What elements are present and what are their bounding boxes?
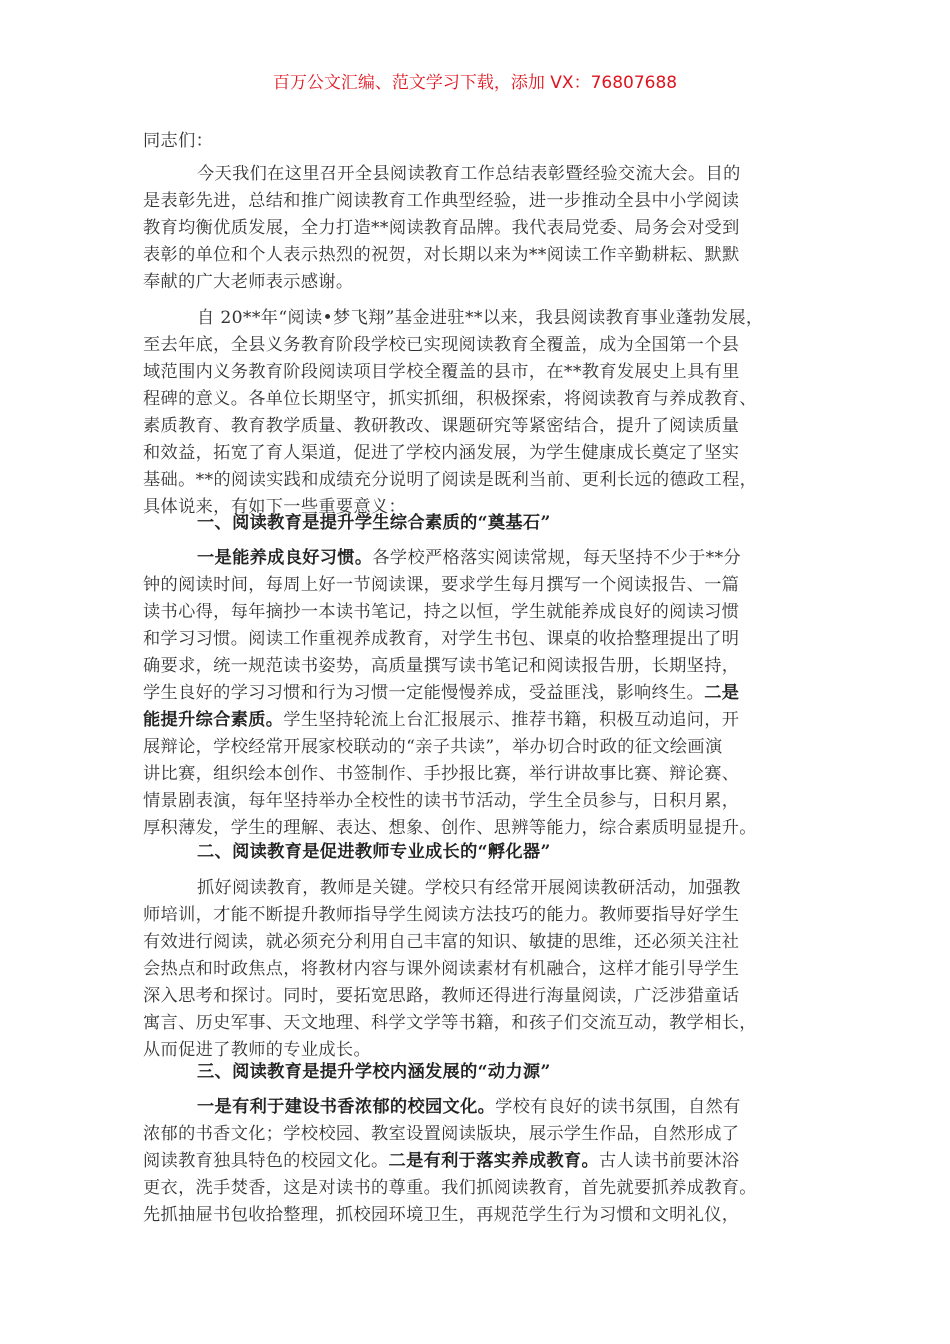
text-line: [143, 269, 353, 295]
text-run: 师培训，才能不断提升教师指导学生阅读方法技巧的能力。教师要指导好学生: [143, 905, 740, 925]
text-line: [143, 1010, 757, 1036]
text-run: 程碑的意义。各单位长期坚守，抓实抓细，积极探索，将阅读教育与养成教育、: [143, 389, 757, 409]
text-run: 基础。**的阅读实践和成绩充分说明了阅读是既利当前、更利长远的德政工程，: [143, 470, 758, 490]
text-run: 确要求，统一规范读书姿势，高质量撰写读书笔记和阅读报告册，长期坚持，: [143, 656, 740, 676]
bold-text: 一是有利于建设书香浓郁的校园文化。: [197, 1097, 496, 1117]
text-line: [143, 983, 739, 1009]
text-run: 同志们：: [143, 131, 214, 151]
text-run: 会热点和时政焦点，将教材内容与课外阅读素材有机融合，这样才能引导学生: [143, 959, 740, 979]
bold-text: 二是有利于落实养成教育。: [388, 1151, 599, 1171]
text-line: [143, 305, 763, 331]
section-heading: [143, 510, 551, 536]
bold-text: 一是能养成良好习惯。: [197, 548, 373, 568]
text-line: [143, 653, 739, 679]
text-run: 学校有良好的读书氛围，自然有: [495, 1097, 741, 1117]
text-line: [143, 467, 757, 493]
text-run: 奉献的广大老师表示感谢。: [143, 272, 354, 292]
text-run: 讲比赛，组织绘本创作、书签制作、手抄报比赛，举行讲故事比赛、辩论赛、: [143, 764, 740, 784]
text-line: [143, 734, 722, 760]
text-line: [143, 761, 739, 787]
bold-text: 一、阅读教育是提升学生综合素质的“奠基石”: [197, 513, 551, 533]
text-line: [143, 440, 739, 466]
text-run: 学生良好的学习习惯和行为习惯一定能慢慢养成，受益匪浅，影响终生。: [143, 683, 705, 703]
text-line: [143, 1202, 739, 1228]
text-run: 至去年底，全县义务教育阶段学校已实现阅读教育全覆盖，成为全国第一个县: [143, 335, 740, 355]
text-line: [143, 1148, 739, 1174]
text-run: 先抓抽屉书包收拾整理，抓校园环境卫生，再规范学生行为习惯和文明礼仪，: [143, 1205, 740, 1225]
text-line: [143, 929, 739, 955]
text-line: [143, 815, 757, 841]
text-line: [143, 680, 739, 706]
text-line: [143, 545, 741, 571]
text-line: [143, 599, 739, 625]
text-run: 读书心得，每年摘抄一本读书笔记，持之以恒，学生就能养成良好的阅读习惯: [143, 602, 740, 622]
text-run: 古人读书前要沐浴: [598, 1151, 740, 1171]
text-run: 域范围内义务教育阶段阅读项目学校全覆盖的县市，在**教育发展史上具有里: [143, 362, 740, 382]
text-run: 具体说来，有如下一些重要意义：: [143, 497, 407, 517]
text-line: [143, 332, 739, 358]
text-line: [143, 1175, 757, 1201]
text-line: [143, 359, 740, 385]
text-run: 是表彰先进，总结和推广阅读教育工作典型经验，进一步推动全县中小学阅读: [143, 191, 740, 211]
bold-text: 三、阅读教育是提升学校内涵发展的“动力源”: [197, 1062, 551, 1082]
section-heading: [143, 1059, 551, 1085]
text-line: [143, 128, 213, 154]
text-run: 和效益，拓宽了育人渠道，促进了学校内涵发展，为学生健康成长奠定了坚实: [143, 443, 740, 463]
text-line: [143, 875, 741, 901]
text-line: [143, 188, 739, 214]
text-line: [143, 413, 739, 439]
text-line: [143, 707, 739, 733]
text-run: 展辩论，学校经常开展家校联动的“亲子共读”，举办切合时政的征文绘画演: [143, 737, 723, 757]
text-run: 表彰的单位和个人表示热烈的祝贺，对长期以来为**阅读工作辛勤耕耘、默默: [143, 245, 740, 265]
bold-text: 能提升综合素质。: [143, 710, 284, 730]
text-run: 情景剧表演，每年坚持举办全校性的读书节活动，学生全员参与，日积月累，: [143, 791, 740, 811]
text-run: 今天我们在这里召开全县阅读教育工作总结表彰暨经验交流大会。目的: [197, 164, 741, 184]
section-heading: [143, 839, 551, 865]
text-line: [143, 788, 739, 814]
bold-text: 二、阅读教育是促进教师专业成长的“孵化器”: [197, 842, 551, 862]
text-run: 钟的阅读时间，每周上好一节阅读课，要求学生每月撰写一个阅读报告、一篇: [143, 575, 740, 595]
text-run: 各学校严格落实阅读常规，每天坚持不少于**分: [372, 548, 742, 568]
text-run: 和学习习惯。阅读工作重视养成教育，对学生书包、课桌的收拾整理提出了明: [143, 629, 740, 649]
text-line: [143, 572, 739, 598]
text-run: 更衣，洗手焚香，这是对读书的尊重。我们抓阅读教育，首先就要抓养成教育。: [143, 1178, 757, 1198]
text-line: [143, 161, 741, 187]
text-line: [143, 386, 757, 412]
text-run: 有效进行阅读，就必须充分利用自己丰富的知识、敏捷的思维，还必须关注社: [143, 932, 740, 952]
text-line: [143, 215, 740, 241]
text-line: [143, 626, 739, 652]
text-run: 阅读教育独具特色的校园文化。: [143, 1151, 389, 1171]
text-line: [143, 1094, 741, 1120]
watermark-banner: 百万公文汇编、范文学习下载，添加 VX：76807688: [272, 73, 678, 93]
text-run: 抓好阅读教育，教师是关键。学校只有经常开展阅读教研活动，加强教: [197, 878, 741, 898]
text-run: 深入思考和探讨。同时，要拓宽思路，教师还得进行海量阅读，广泛涉猎童话: [143, 986, 740, 1006]
text-run: 教育均衡优质发展，全力打造**阅读教育品牌。我代表局党委、局务会对受到: [143, 218, 740, 238]
text-run: 厚积薄发，学生的理解、表达、想象、创作、思辨等能力，综合素质明显提升。: [143, 818, 757, 838]
text-run: 素质教育、教育教学质量、教研教改、课题研究等紧密结合，提升了阅读质量: [143, 416, 740, 436]
text-run: 浓郁的书香文化；学校校园、教室设置阅读版块，展示学生作品，自然形成了: [143, 1124, 740, 1144]
text-line: [143, 902, 739, 928]
text-run: 从而促进了教师的专业成长。: [143, 1040, 371, 1060]
text-run: 自 20**年“阅读•梦飞翔”基金进驻**以来，我县阅读教育事业蓬勃发展，: [197, 308, 764, 328]
text-run: 学生坚持轮流上台汇报展示、推荐书籍，积极互动追问，开: [283, 710, 740, 730]
text-line: [143, 956, 739, 982]
text-run: 寓言、历史军事、天文地理、科学文学等书籍，和孩子们交流互动，教学相长，: [143, 1013, 757, 1033]
text-line: [143, 242, 740, 268]
bold-text: 二是: [704, 683, 740, 703]
text-line: [143, 1121, 739, 1147]
